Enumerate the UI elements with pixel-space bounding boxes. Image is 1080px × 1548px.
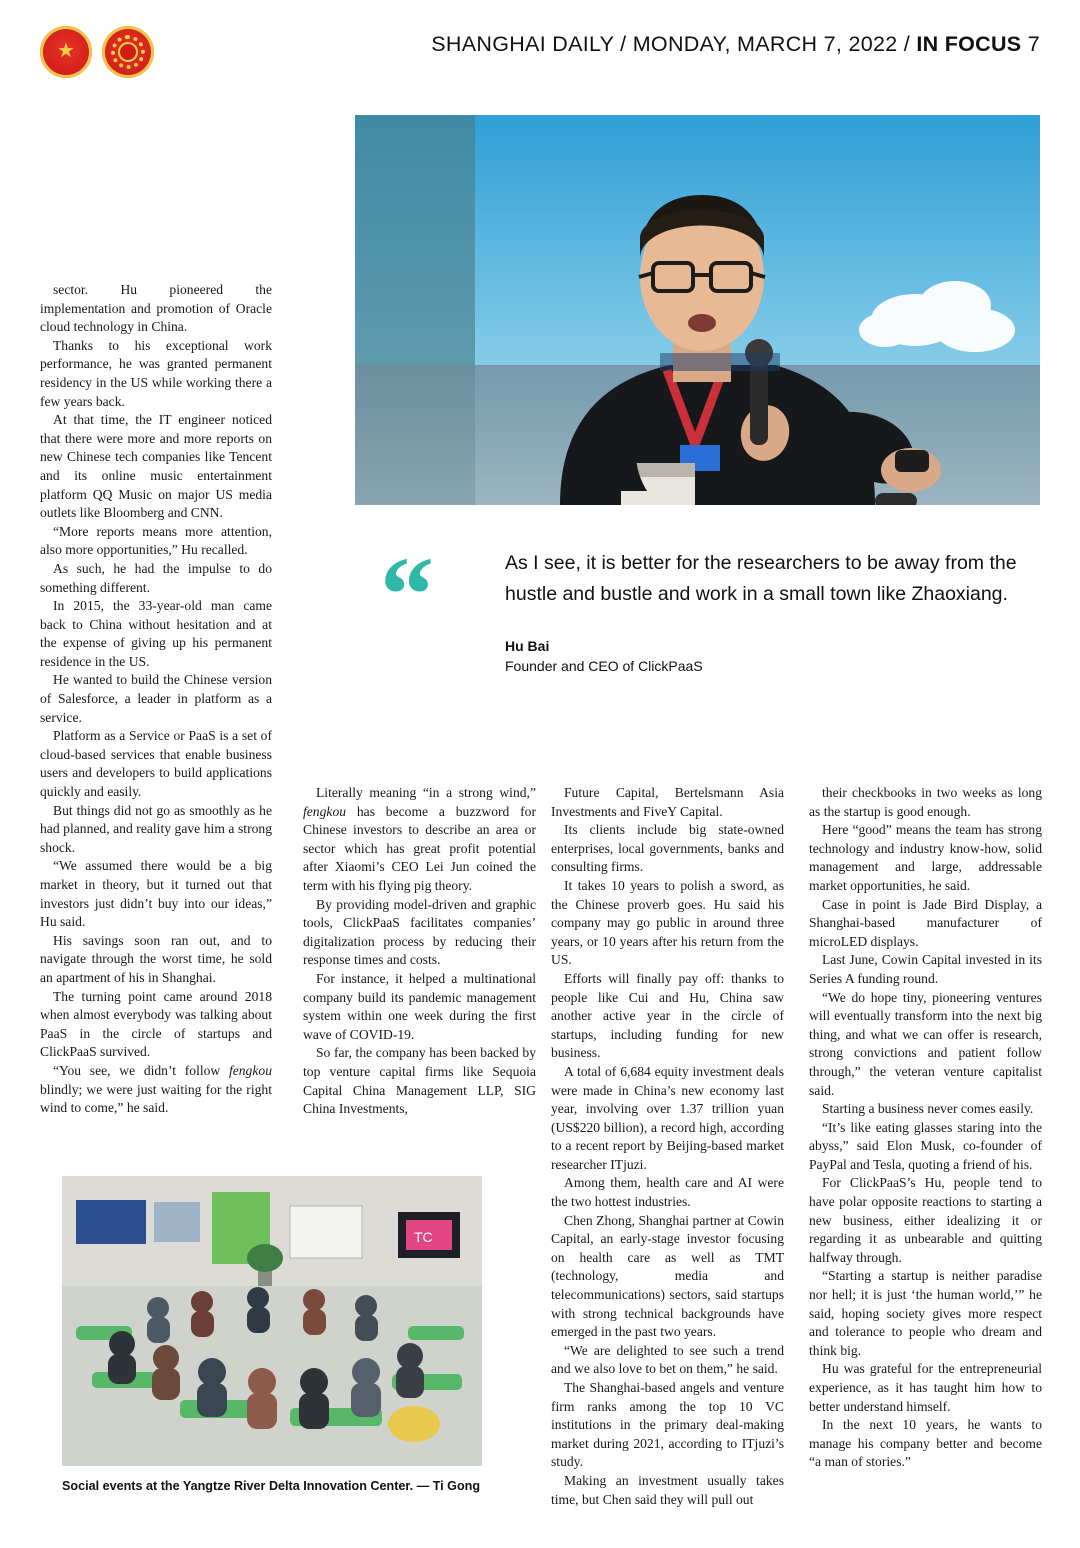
paragraph: A total of 6,684 equity investment deals were made in China’s new economy last year, involving over 1.37 trillion yuan (US$220 billion), a record high, according to a recent report by Beijing-based market researcher ITjuzi. <box>551 1063 784 1172</box>
article-column-1 <box>40 281 272 1118</box>
paragraph: In 2015, the 33-year-old man came back to China without hesitation and at the expense of giving up his permanent residence in the US. <box>40 598 272 669</box>
pull-quote <box>355 536 1045 676</box>
paragraph: Future Capital, Bertelsmann Asia Investments and FiveY Capital. <box>551 785 784 819</box>
china-national-flag-emblem-icon: ★ <box>40 26 92 78</box>
bottom-photo <box>62 1176 482 1466</box>
paragraph: It takes 10 years to polish a sword, as the Chinese proverb goes. Hu said his company may go public in around three years, or 10 years after his return from the US. <box>551 877 784 968</box>
paragraph: Chen Zhong, Shanghai partner at Cowin Capital, an early-stage investor focusing on health care as well as TMT (technology, media and telecommunications) sectors, said startups with strong technical backgrounds have emerged in the past two years. <box>551 1212 784 1340</box>
hero-photo <box>355 115 1040 505</box>
paragraph: Starting a business never comes easily. <box>822 1101 1034 1117</box>
svg-text:TC: TC <box>414 1229 433 1245</box>
paragraph: “We assumed there would be a big market in theory, but it turned out that investors just didn’t buy into our ideas,” Hu said. <box>40 858 272 930</box>
masthead-publication: SHANGHAI DAILY / MONDAY, MARCH 7, 2022 / <box>431 32 917 56</box>
paragraph: Platform as a Service or PaaS is a set of cloud-based services that enable business users and developers to build applications quickly and easily. <box>40 728 272 800</box>
paragraph: By providing model-driven and graphic tools, ClickPaaS facilitates companies’ digitalization process by reducing their response times and costs. <box>303 896 536 968</box>
paragraph: Case in point is Jade Bird Display, a Shanghai-based manufacturer of microLED displays. <box>809 896 1042 949</box>
paragraph: He wanted to build the Chinese version of Salesforce, a leader in platform as a service. <box>40 672 272 725</box>
paragraph: Here “good” means the team has strong technology and industry know-how, solid management and large, addressable market opportunities, he said. <box>809 822 1042 893</box>
paragraph: So far, the company has been backed by top venture capital firms like Sequoia Capital China Management LLP, SIG China Investments, <box>303 1045 536 1117</box>
pull-quote-name: Hu Bai <box>505 638 550 654</box>
pull-quote-title: Founder and CEO of ClickPaaS <box>505 658 703 674</box>
paragraph: For ClickPaaS’s Hu, people tend to have polar opposite reactions to starting a new business, either idealizing it or regarding it as unbearable and quitting halfway through. <box>809 1175 1042 1265</box>
masthead-title <box>431 32 1040 57</box>
paragraph: As such, he had the impulse to do something different. <box>40 560 272 595</box>
masthead <box>40 26 1040 78</box>
paragraph: “We do hope tiny, pioneering ventures will eventually transform into the next big thing, and what we can offer is research, strong convictions and patient follow through,” the veteran venture capitalist said. <box>809 989 1042 1098</box>
pull-quote-text: As I see, it is better for the researchers to be away from the hustle and bustle and work in a small town like Zhaoxiang. <box>505 552 1017 605</box>
hero-photo-illustration <box>355 115 1040 505</box>
article-column-4 <box>809 784 1042 1472</box>
paragraph: “Starting a startup is neither paradise nor hell; it is just ‘the human world,’” he said, hoping society gives more respect and tolerance to people who dream and think big. <box>809 1268 1042 1358</box>
paragraph: “You see, we didn’t follow fengkou blindly; we were just waiting for the right wind to come,” he said. <box>40 1062 272 1116</box>
masthead-emblems <box>40 26 154 78</box>
article-column-3 <box>551 784 784 1509</box>
masthead-section: IN FOCUS <box>916 32 1022 56</box>
bottom-photo-illustration <box>62 1176 482 1466</box>
paragraph: At that time, the IT engineer noticed that there were more and more reports on new Chinese tech companies like Tencent and its online music entertainment platform QQ Music on major US media outlets like Bloomberg and CNN. <box>40 412 272 521</box>
paragraph: The turning point came around 2018 when almost everybody was talking about PaaS in the circle of startups and ClickPaaS survived. <box>40 988 272 1060</box>
paragraph: But things did not go as smoothly as he had planned, and reality gave him a strong shock. <box>40 802 272 855</box>
masthead-page-number: 7 <box>1027 32 1040 56</box>
paragraph: In the next 10 years, he wants to manage his company better and become “a man of stories.” <box>809 1417 1042 1470</box>
paragraph: The Shanghai-based angels and venture firm ranks among the top 10 VC institutions in the primary deal-making market during 2021, according to ITjuzi’s study. <box>551 1380 784 1470</box>
paragraph: sector. Hu pioneered the implementation and promotion of Oracle cloud technology in China. <box>40 282 272 335</box>
quote-mark-icon: “ <box>380 536 434 655</box>
paragraph: Hu was grateful for the entrepreneurial experience, as it has taught him how to better understand himself. <box>809 1361 1042 1414</box>
paragraph: Efforts will finally pay off: thanks to people like Cui and Hu, China saw another active year in the circle of startups, including funding for new business. <box>551 970 784 1061</box>
paragraph: Last June, Cowin Capital invested in its Series A funding round. <box>809 952 1042 986</box>
paragraph: Making an investment usually takes time, but Chen said they will pull out <box>551 1472 784 1507</box>
paragraph: For instance, it helped a multinational company build its pandemic management system within one week during the first wave of COVID-19. <box>303 970 536 1042</box>
bottom-photo-caption: Social events at the Yangtze River Delta Innovation Center. — Ti Gong <box>62 1479 481 1493</box>
pull-quote-attribution <box>505 636 1045 676</box>
paragraph: Among them, health care and AI were the two hottest industries. <box>551 1175 784 1210</box>
paragraph: “More reports means more attention, also more opportunities,” Hu recalled. <box>40 523 272 558</box>
paragraph: Its clients include big state-owned enterprises, local governments, banks and consulting firms. <box>551 822 784 875</box>
paragraph: “We are delighted to see such a trend and we also love to bet on them,” he said. <box>551 1342 784 1377</box>
paragraph: His savings soon ran out, and to navigate through the worst time, he sold an apartment of his in Shanghai. <box>40 932 272 985</box>
cppcc-emblem-icon <box>102 26 154 78</box>
paragraph: “It’s like eating glasses staring into the abyss,” said Elon Musk, co-founder of PayPal and Tesla, quoting a friend of his. <box>809 1119 1042 1172</box>
paragraph: Thanks to his exceptional work performance, he was granted permanent residency in the US while working there a few years back. <box>40 337 272 409</box>
paragraph: their checkbooks in two weeks as long as the startup is good enough. <box>809 785 1042 819</box>
article-column-2 <box>303 784 536 1119</box>
paragraph: Literally meaning “in a strong wind,” fengkou has become a buzzword for Chinese investors to describe an area or sector which has great profit potential after Xiaomi’s CEO Lei Jun coined the term with his flying pig theory. <box>303 785 536 893</box>
